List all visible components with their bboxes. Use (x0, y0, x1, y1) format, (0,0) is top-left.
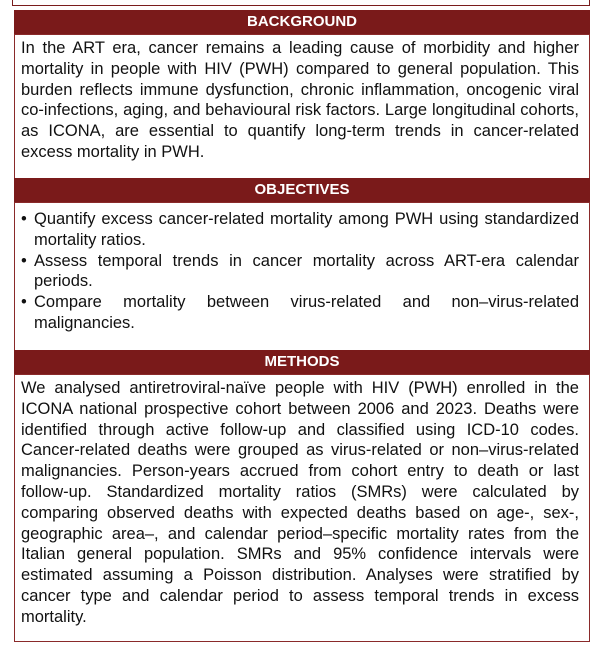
methods-section (14, 350, 590, 642)
methods-header: METHODS (14, 350, 590, 374)
objectives-section (14, 178, 590, 372)
methods-box (14, 374, 590, 642)
methods-text: We analysed antiretroviral-naïve people with HIV (PWH) enrolled in the ICONA national prospective cohort between 2006 and 2023. Deaths were identified through active follow-up and classified using ICD-10 codes. Cancer-related deaths were grouped as virus-related or non–virus-related malignancies. Person-years accrued from cohort entry to death or last follow-up. Standardized mortality ratios (SMRs) were calculated by comparing observed deaths with expected deaths based on age-, sex-, geographic area–, and calendar period–specific mortality rates from the Italian general population. SMRs and 95% confidence intervals were estimated assuming a Poisson distribution. Analyses were stratified by cancer type and calendar period to assess temporal trends in excess mortality. (21, 379, 579, 626)
objective-item-3: • Compare mortality between virus-related and non–virus-related malignancies. (21, 292, 579, 334)
objectives-list (21, 209, 579, 334)
objective-item-2: • Assess temporal trends in cancer mortality across ART-era calendar periods. (21, 251, 579, 293)
objectives-box (14, 202, 590, 372)
background-header: BACKGROUND (14, 10, 590, 34)
background-box (14, 34, 590, 180)
objective-item-1: • Quantify excess cancer-related mortality among PWH using standardized mortality ratios. (21, 209, 579, 251)
previous-section-frame (12, 0, 590, 6)
objectives-header: OBJECTIVES (14, 178, 590, 202)
background-section (14, 10, 590, 180)
background-text: In the ART era, cancer remains a leading cause of morbidity and higher mortality in people with HIV (PWH) compared to general population. This burden reflects immune dysfunction, chronic inflammation, oncogenic viral co-infections, aging, and behavioural risk factors. Large longitudinal cohorts, as ICONA, are essential to quantify long-term trends in cancer-related excess mortality in PWH. (21, 39, 579, 161)
